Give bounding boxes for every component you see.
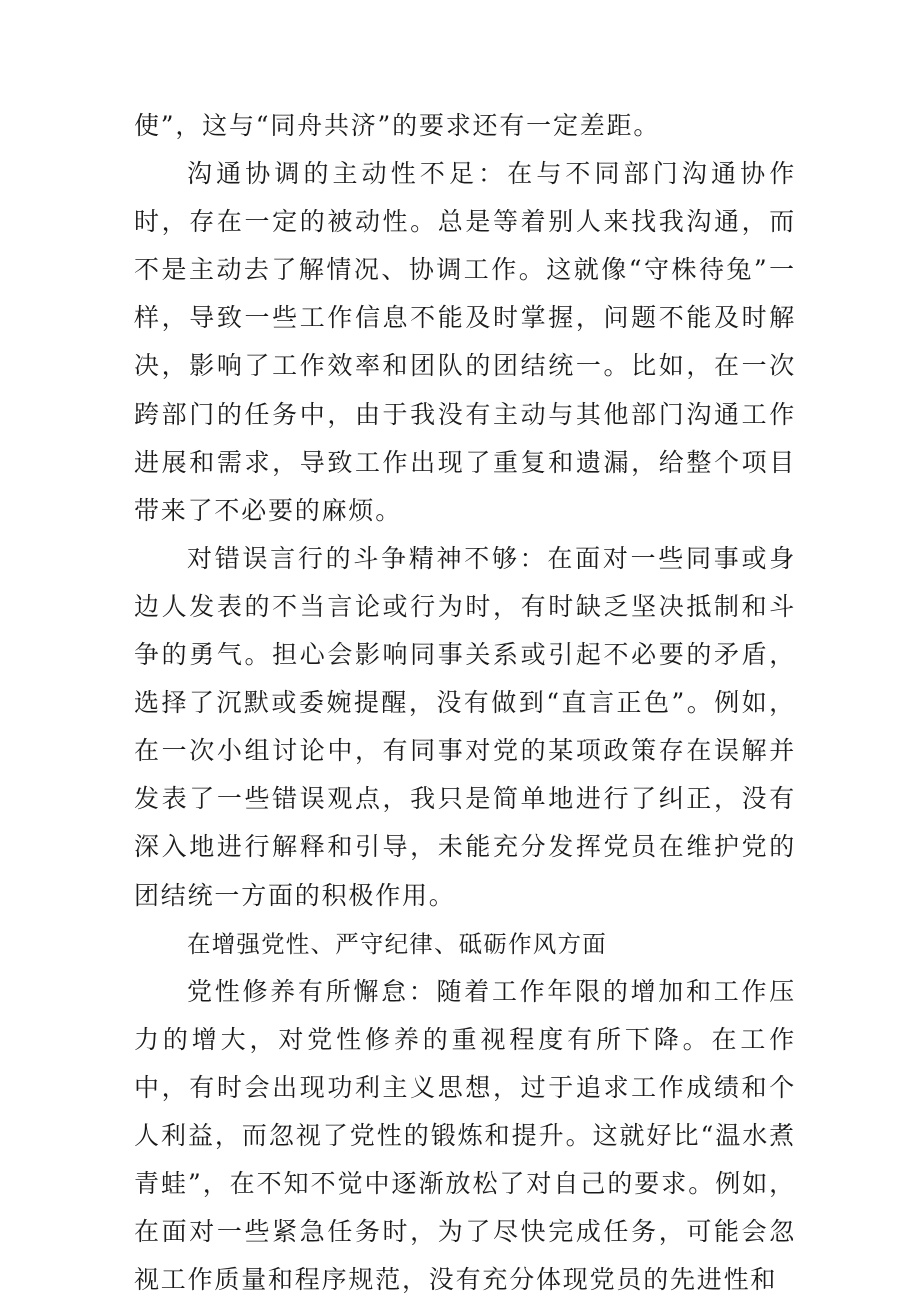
document-page [134,102,796,1304]
paragraph-struggle-spirit: 对错误言行的斗争精神不够：在面对一些同事或身边人发表的不当言论或行为时，有时缺乏坚决抵制和斗争的勇气。担心会影响同事关系或引起不必要的矛盾，选择了沉默或委婉提醒，没有做到“直言正色”。例如，在一次小组讨论中，有同事对党的某项政策存在误解并发表了一些错误观点，我只是简单地进行了纠正，没有深入地进行解释和引导，未能充分发挥党员在维护党的团结统一方面的积极作用。 [134,543,796,910]
paragraph-communication-initiative: 沟通协调的主动性不足：在与不同部门沟通协作时，存在一定的被动性。总是等着别人来找我沟通，而不是主动去了解情况、协调工作。这就像“守株待兔”一样，导致一些工作信息不能及时掌握，问题不能及时解决，影响了工作效率和团队的团结统一。比如，在一次跨部门的任务中，由于我没有主动与其他部门沟通工作进展和需求，导致工作出现了重复和遗漏，给整个项目带来了不必要的麻烦。 [134,159,796,525]
paragraph-continuation: 使”，这与“同舟共济”的要求还有一定差距。 [134,111,661,140]
paragraph-party-cultivation: 党性修养有所懈怠：随着工作年限的增加和工作压力的增大，对党性修养的重视程度有所下降。在工作中，有时会出现功利主义思想，过于追求工作成绩和个人利益，而忽视了党性的锻炼和提升。这就好比“温水煮青蛙”，在不知不觉中逐渐放松了对自己的要求。例如，在面对一些紧急任务时，为了尽快完成任务，可能会忽视工作质量和程序规范，没有充分体现党员的先进性和 [134,976,796,1295]
section-heading: 在增强党性、严守纪律、砥砺作风方面 [187,929,607,958]
